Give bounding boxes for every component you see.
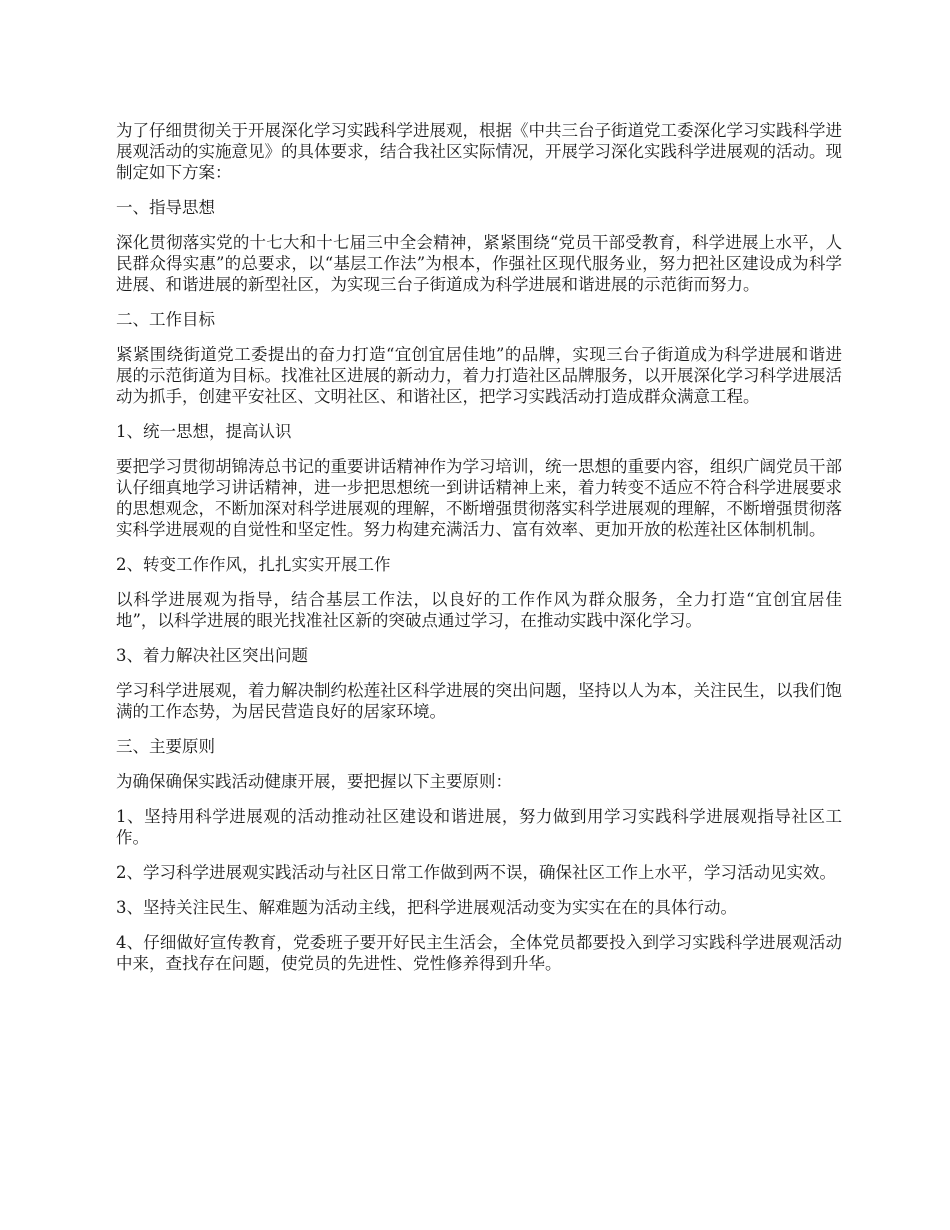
body-paragraph: 为确保确保实践活动健康开展，要把握以下主要原则： <box>116 772 512 791</box>
section-heading-guiding-ideology: 一、指导思想 <box>116 198 215 217</box>
subheading-unify-thinking: 1、统一思想，提高认识 <box>116 422 292 441</box>
intro-paragraph: 为了仔细贯彻关于开展深化学习实践科学进展观，根据《中共三台子街道党工委深化学习实践科学进展观活动的实施意见》的具体要求，结合我社区实际情况，开展学习深化实践科学进展观的活动。现制定如下方案： <box>116 121 842 182</box>
principle-item: 1、坚持用科学进展观的活动推动社区建设和谐进展，努力做到用学习实践科学进展观指导社区工作。 <box>116 807 842 847</box>
body-paragraph: 紧紧围绕街道党工委提出的奋力打造“宜创宜居佳地”的品牌，实现三台子街道成为科学进展和谐进展的示范街道为目标。找准社区进展的新动力，着力打造社区品牌服务，以开展深化学习科学进展活动为抓手，创建平安社区、文明社区、和谐社区，把学习实践活动打造成群众满意工程。 <box>116 345 842 406</box>
document-body <box>116 120 842 988</box>
body-paragraph: 学习科学进展观，着力解决制约松莲社区科学进展的突出问题，坚持以人为本，关注民生，以我们饱满的工作态势，为居民营造良好的居家环境。 <box>116 681 842 721</box>
body-paragraph: 要把学习贯彻胡锦涛总书记的重要讲话精神作为学习培训，统一思想的重要内容，组织广阔党员干部认仔细真地学习讲话精神，进一步把思想统一到讲话精神上来，着力转变不适应不符合科学进展要求的思想观念，不断加深对科学进展观的理解，不断增强贯彻落实科学进展观的理解，不断增强贯彻落实科学进展观的自觉性和坚定性。努力构建充满活力、富有效率、更加开放的松莲社区体制机制。 <box>116 457 842 539</box>
principle-item: 4、仔细做好宣传教育，党委班子要开好民主生活会，全体党员都要投入到学习实践科学进展观活动中来，查找存在问题，使党员的先进性、党性修养得到升华。 <box>116 933 842 973</box>
section-heading-main-principles: 三、主要原则 <box>116 737 215 756</box>
principle-item: 3、坚持关注民生、解难题为活动主线，把科学进展观活动变为实实在在的具体行动。 <box>116 898 737 917</box>
principle-item: 2、学习科学进展观实践活动与社区日常工作做到两不误，确保社区工作上水平，学习活动见实效。 <box>116 863 836 882</box>
body-paragraph: 以科学进展观为指导，结合基层工作法，以良好的工作作风为群众服务，全力打造“宜创宜居佳地”，以科学进展的眼光找准社区新的突破点通过学习，在推动实践中深化学习。 <box>116 590 842 630</box>
body-paragraph: 深化贯彻落实党的十七大和十七届三中全会精神，紧紧围绕“党员干部受教育，科学进展上水平，人民群众得实惠”的总要求，以“基层工作法”为根本，作强社区现代服务业，努力把社区建设成为科学进展、和谐进展的新型社区，为实现三台子街道成为科学进展和谐进展的示范街而努力。 <box>116 233 842 294</box>
section-heading-work-goals: 二、工作目标 <box>116 310 215 329</box>
subheading-change-work-style: 2、转变工作作风，扎扎实实开展工作 <box>116 555 391 574</box>
subheading-solve-problems: 3、着力解决社区突出问题 <box>116 646 308 665</box>
